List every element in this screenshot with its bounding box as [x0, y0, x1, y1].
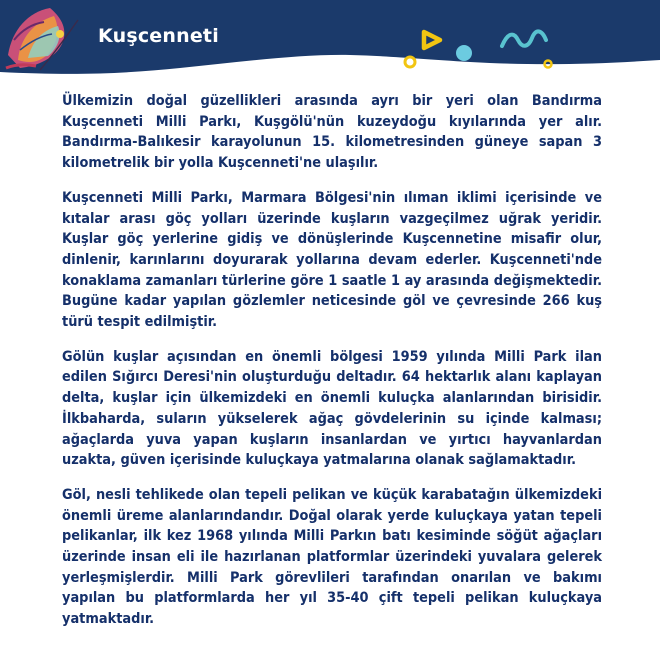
article-body	[62, 91, 602, 644]
paragraph: Gölün kuşlar açısından en önemli bölgesi 1959 yılında Milli Park ilan edilen Sığırcı Deresi'nin oluşturduğu deltadır. 64 hektarlık alanı kaplayan delta, kuşlar için ülkemizdeki en önemli kuluçka alanlarından birisidir. İlkbaharda, suların yükselerek ağaç gövdelerinin su içinde kalması; ağaçlarda yuva yapan kuşların insanlardan ve yırtıcı hayvanlardan uzakta, güven içerisinde kuluçkaya yatmalarına olanak sağlamaktadır.	[62, 348, 602, 469]
paragraph: Kuşcenneti Milli Parkı, Marmara Bölgesi'nin ılıman iklimi içerisinde ve kıtalar arası göç yolları üzerinde kuşların vazgeçilmez uğrak yeridir. Kuşlar göç yerlerine gidiş ve dönüşlerinde Kuşcennetine misafir olur, dinlenir, karınlarını doyurarak yollarına devam ederler. Kuşcenneti'nde konaklama zamanları türlerine göre 1 saatle 1 ay arasında değişmektedir. Bugüne kadar yapılan gözlemler neticesinde göl ve çevresinde 266 kuş türü tespit edilmiştir.	[62, 189, 602, 331]
paragraph: Ülkemizin doğal güzellikleri arasında ayrı bir yeri olan Bandırma Kuşcenneti Milli Parkı, Kuşgölü'nün kuzeydoğu kıyılarında yer alır. Bandırma-Balıkesir karayolunun 15. kilometresinden güneye sapan 3 kilometrelik bir yolla Kuşcenneti'ne ulaşılır.	[62, 93, 602, 172]
page-title: Kuşcenneti	[98, 25, 219, 47]
header-banner	[0, 0, 660, 80]
circle-dot-icon	[456, 45, 472, 61]
paragraph: Göl, nesli tehlikede olan tepeli pelikan ve küçük karabatağın ülkemizdeki önemli üreme alanlarındandır. Doğal olarak yerde kuluçkaya yatan tepeli pelikanlar, ilk kez 1968 yılında Milli Parkın batı kesiminde söğüt ağaçları üzerinde insan eli ile hazırlanan platformlar üzerindeki yuvalara gelerek yerleşmişlerdir. Milli Park görevlileri tarafından onarılan ve bakımı yapılan bu platformlarda her yıl 35-40 çift tepeli pelikan kuluçkaya yatmaktadır.	[62, 486, 602, 628]
